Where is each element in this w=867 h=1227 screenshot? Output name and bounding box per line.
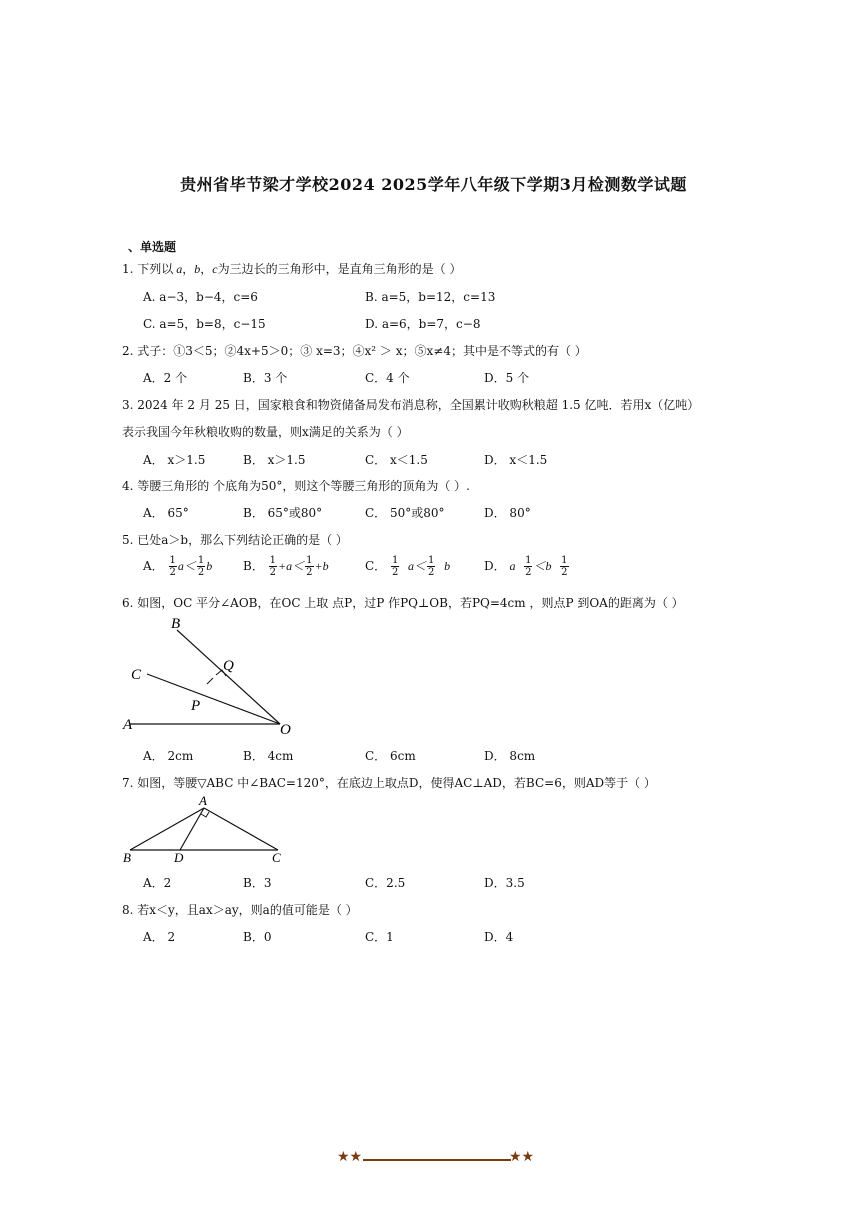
label-p: P <box>191 698 201 714</box>
q8-option-c[interactable]: C．1 <box>365 930 394 944</box>
fraction-half: $\frac{1}{2}$ <box>269 555 277 578</box>
label-d: D <box>174 850 184 865</box>
label-a: A <box>123 717 133 733</box>
q4-option-d[interactable]: D． 80° <box>484 506 531 520</box>
fraction-half: $\frac{1}{2}$ <box>428 555 435 578</box>
q1-stem-end: 为三边长的三角形中，是直角三角形的是（ ） <box>217 262 462 276</box>
q3-option-b[interactable]: B． x＞1.5 <box>243 453 306 467</box>
q7-option-a[interactable]: A．2 <box>143 876 172 890</box>
q2-option-b[interactable]: B．3 个 <box>243 371 288 385</box>
q8-option-b[interactable]: B．0 <box>243 930 272 944</box>
q3-option-a[interactable]: A． x＞1.5 <box>143 453 206 467</box>
q8-option-d[interactable]: D．4 <box>484 930 514 944</box>
fraction-half: $\frac{1}{2}$ <box>561 555 568 578</box>
label-a: A <box>199 794 207 808</box>
q7-option-c[interactable]: C．2.5 <box>365 876 406 890</box>
star-icon: ★★ <box>509 1149 535 1165</box>
question-2-stem: 2. 式子：①3＜5；②4x+5＞0；③ x=3；④x² ＞ x；⑤x≠4；其中是不等式的有（ ） <box>122 344 587 358</box>
question-5-stem: 5. 已处a＞b，那么下列结论正确的是（ ） <box>122 533 348 547</box>
q1-option-d[interactable]: D. a=6，b=7，c−8 <box>365 317 481 331</box>
star-icon: ★★ <box>337 1149 363 1165</box>
q2-option-a[interactable]: A．2 个 <box>143 371 188 385</box>
label-o: O <box>280 722 291 738</box>
label-b: B <box>171 616 181 632</box>
label-b: B <box>123 850 131 865</box>
q5-option-a[interactable]: A． $\frac{1}{2}$ a＜ $\frac{1}{2}$ b <box>143 555 213 578</box>
q2-option-d[interactable]: D．5 个 <box>484 371 530 385</box>
question-4-stem: 4. 等腰三角形的 个底角为50°，则这个等腰三角形的顶角为（ ）. <box>122 479 470 493</box>
angle-bisector-figure <box>115 612 305 740</box>
label-c: C <box>131 667 142 683</box>
q6-option-b[interactable]: B． 4cm <box>243 749 294 763</box>
q2-option-c[interactable]: C．4 个 <box>365 371 410 385</box>
q4-option-a[interactable]: A． 65° <box>143 506 189 520</box>
q5-option-c[interactable]: C． $\frac{1}{2}$ a＜ $\frac{1}{2}$ b <box>365 555 451 578</box>
question-1-stem: 1. 下列以 a，b，c为三边长的三角形中，是直角三角形的是（ ） <box>122 262 462 276</box>
q3-option-d[interactable]: D． x＜1.5 <box>484 453 548 467</box>
exam-title: 贵州省毕节梁才学校2024 2025学年八年级下学期3月检测数学试题 <box>180 175 687 194</box>
label-c: C <box>272 850 281 865</box>
side-ab <box>130 808 204 850</box>
fraction-half: $\frac{1}{2}$ <box>197 555 205 578</box>
tick-mark <box>207 678 213 684</box>
q6-option-d[interactable]: D． 8cm <box>484 749 536 763</box>
right-angle-mark <box>201 812 209 817</box>
question-8-stem: 8. 若x＜y，且ax＞ay，则a的值可能是（ ） <box>122 903 358 917</box>
fraction-half: $\frac{1}{2}$ <box>392 555 399 578</box>
footer-ornament <box>337 1151 537 1167</box>
q4-option-b[interactable]: B． 65°或80° <box>243 506 323 520</box>
q4-option-c[interactable]: C． 50°或80° <box>365 506 445 520</box>
q6-option-c[interactable]: C． 6cm <box>365 749 416 763</box>
question-7-stem: 7. 如图，等腰▽ABC 中∠BAC=120°，在底边上取点D，使得AC⊥AD，若BC=6，则AD等于（ ） <box>122 776 656 790</box>
fraction-half: $\frac{1}{2}$ <box>525 555 532 578</box>
question-3-line-1: 3. 2024 年 2 月 25 日，国家粮食和物资储备局发布消息称，全国累计收购秋粮超 1.5 亿吨．若用x（亿吨） <box>122 398 700 412</box>
q6-option-a[interactable]: A． 2cm <box>143 749 194 763</box>
question-6-stem: 6. 如图，OC 平分∠AOB，在OC 上取 点P，过P 作PQ⊥OB，若PQ=4cm ，则点P 到OA的距离为（ ） <box>122 596 684 610</box>
footer-divider <box>363 1159 511 1161</box>
fraction-half: $\frac{1}{2}$ <box>306 555 313 578</box>
fraction-half: $\frac{1}{2}$ <box>169 555 176 578</box>
q1-option-c[interactable]: C. a=5，b=8，c−15 <box>143 317 266 331</box>
question-3-line-2: 表示我国今年秋粮收购的数量，则x满足的关系为（ ） <box>122 425 409 439</box>
q7-option-b[interactable]: B．3 <box>243 876 272 890</box>
q7-option-d[interactable]: D．3.5 <box>484 876 525 890</box>
isosceles-triangle-figure <box>118 794 298 866</box>
q1-option-b[interactable]: B. a=5，b=12，c=13 <box>365 290 496 304</box>
ray-oc <box>147 674 280 724</box>
q1-stem-start: 1. 下列以 <box>122 262 174 276</box>
label-q: Q <box>223 658 234 674</box>
q1-option-a[interactable]: A. a−3，b−4，c=6 <box>143 290 258 304</box>
q5-option-b[interactable]: B． $\frac{1}{2}$ +a＜ $\frac{1}{2}$ +b <box>243 555 329 578</box>
section-heading: 、单选题 <box>128 240 177 254</box>
q5-option-d[interactable]: D． a $\frac{1}{2}$ ＜b $\frac{1}{2}$ <box>484 555 568 578</box>
q3-option-c[interactable]: C． x＜1.5 <box>365 453 428 467</box>
side-ac <box>204 808 278 850</box>
q8-option-a[interactable]: A． 2 <box>143 930 176 944</box>
